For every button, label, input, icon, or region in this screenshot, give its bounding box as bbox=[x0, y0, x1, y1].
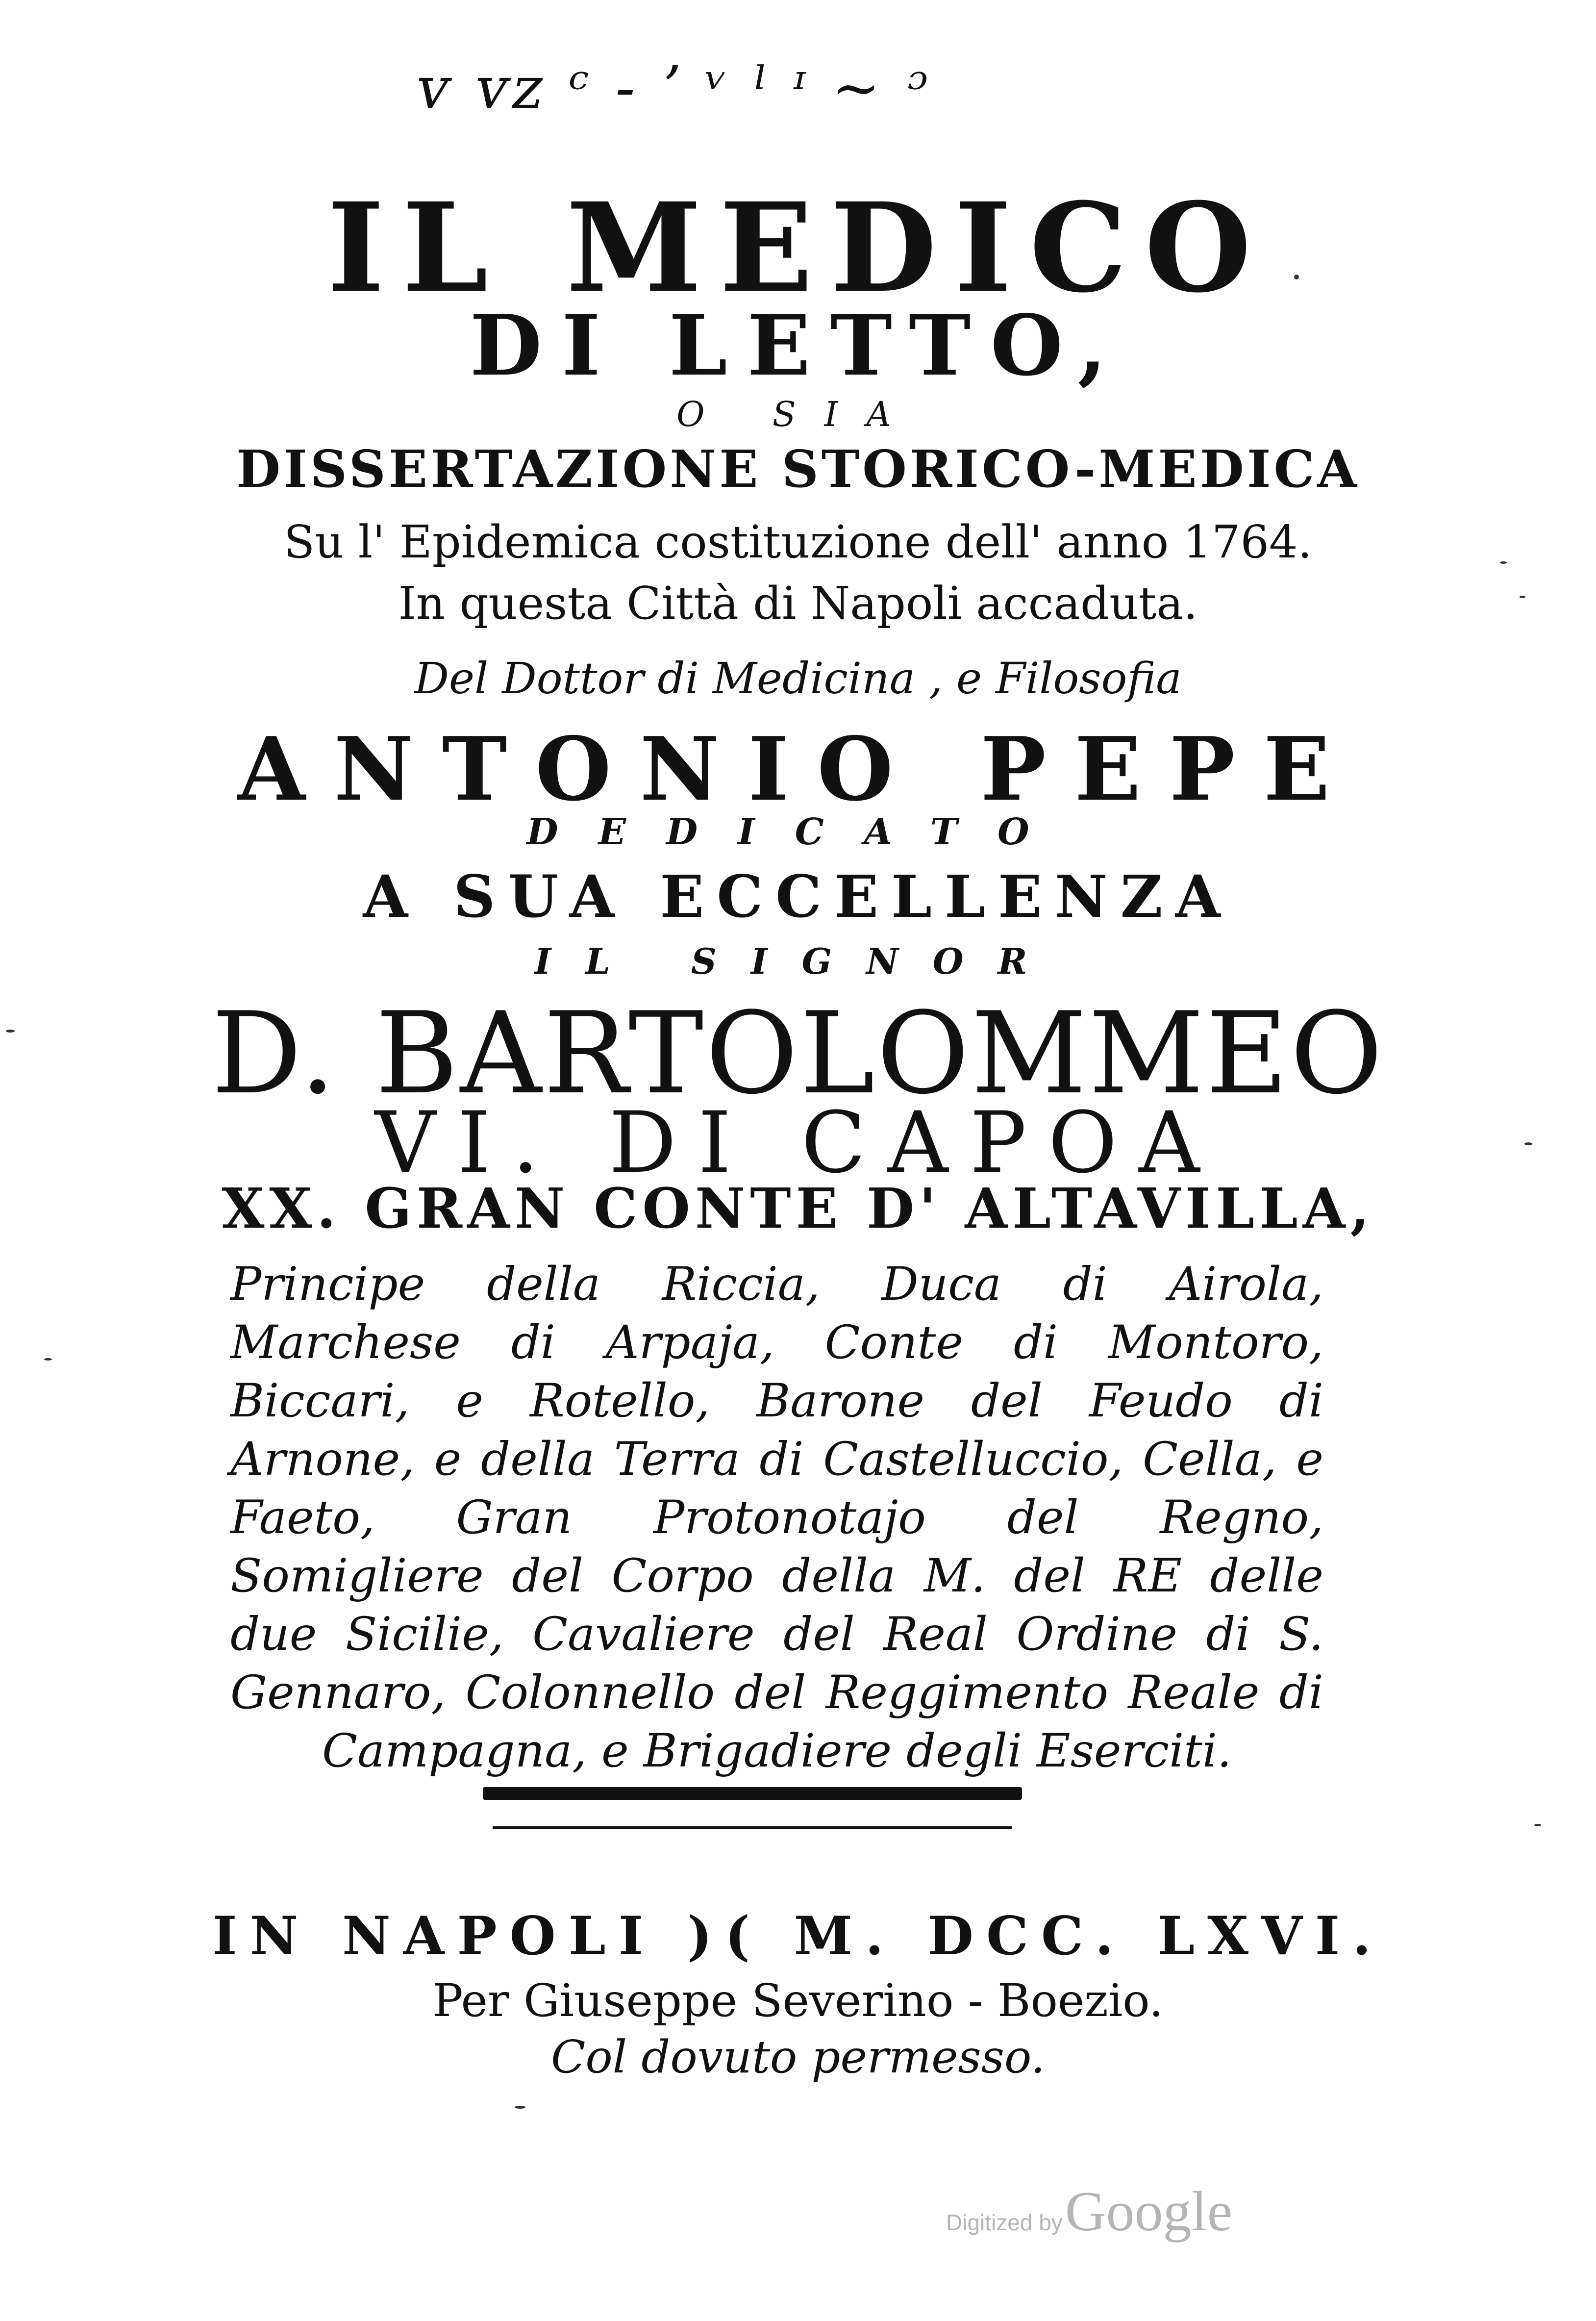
google-watermark bbox=[946, 2179, 1232, 2245]
dedicatee-house: VI. DI CAPOA bbox=[374, 1093, 1222, 1192]
dedicatee-name: D. BARTOLOMMEO bbox=[211, 988, 1385, 1119]
author-name: ANTONIO PEPE bbox=[237, 718, 1359, 820]
imprint-place-date: IN NAPOLI )( M. DCC. LXVI. bbox=[212, 1905, 1384, 1967]
thin-rule-divider bbox=[493, 1826, 1012, 1829]
imprint-permission: Col dovuto permesso. bbox=[550, 2031, 1045, 2083]
scan-speck bbox=[1520, 596, 1525, 598]
subtitle: DISSERTAZIONE STORICO-MEDICA bbox=[236, 439, 1360, 499]
author-intro: Del Dottor di Medicina , e Filosofia bbox=[414, 653, 1182, 704]
scan-speck bbox=[6, 1030, 15, 1033]
title-connector: O SIA bbox=[676, 394, 920, 434]
handwritten-shelfmark: ᴠ ᴠᴢ ᶜ - ʼ ᵛ ˡ ᶦ ∼ ᵓ bbox=[417, 54, 931, 122]
scan-speck bbox=[1534, 1824, 1541, 1826]
scan-speck bbox=[1294, 275, 1299, 279]
scan-speck bbox=[1524, 1142, 1532, 1145]
title-line-2: DI LETTO, bbox=[470, 297, 1126, 395]
dedicatee-titles-paragraph: Principe della Riccia, Duca di Airola, Marchese di Arpaja, Conte di Montoro, Biccari, e Rotello, Barone del Feudo di Arnone, e della Terra di Castelluccio, Cella, e Faeto, Gran Protonotajo del Regno, Somigliere del Corpo della M. del RE delle due Sicilie, Cavaliere del Real Ordine di S. Gennaro, Colonnello del Reggimento Reale di Campagna, e Brigadiere degli Eserciti. bbox=[230, 1258, 1323, 1778]
imprint-printer: Per Giuseppe Severino - Boezio. bbox=[432, 1974, 1164, 2027]
description-line-1: Su l' Epidemica costituzione dell' anno 1764. bbox=[284, 516, 1312, 568]
honorific: IL SIGNOR bbox=[534, 940, 1062, 982]
scan-speck bbox=[515, 2106, 525, 2109]
watermark-prefix: Digitized by bbox=[946, 2210, 1063, 2235]
scan-speck bbox=[1500, 561, 1507, 564]
dedication-line: A SUA ECCELLENZA bbox=[363, 862, 1233, 931]
thick-rule-divider bbox=[483, 1787, 1022, 1800]
scan-speck bbox=[44, 1358, 52, 1361]
dedication-word: DEDICATO bbox=[526, 811, 1070, 853]
google-logo: Google bbox=[1065, 2180, 1233, 2243]
dedicatee-title: XX. GRAN CONTE D' ALTAVILLA, bbox=[222, 1177, 1374, 1241]
description-line-2: In questa Città di Napoli accaduta. bbox=[398, 577, 1198, 630]
title-line-1: IL MEDICO bbox=[327, 176, 1269, 320]
